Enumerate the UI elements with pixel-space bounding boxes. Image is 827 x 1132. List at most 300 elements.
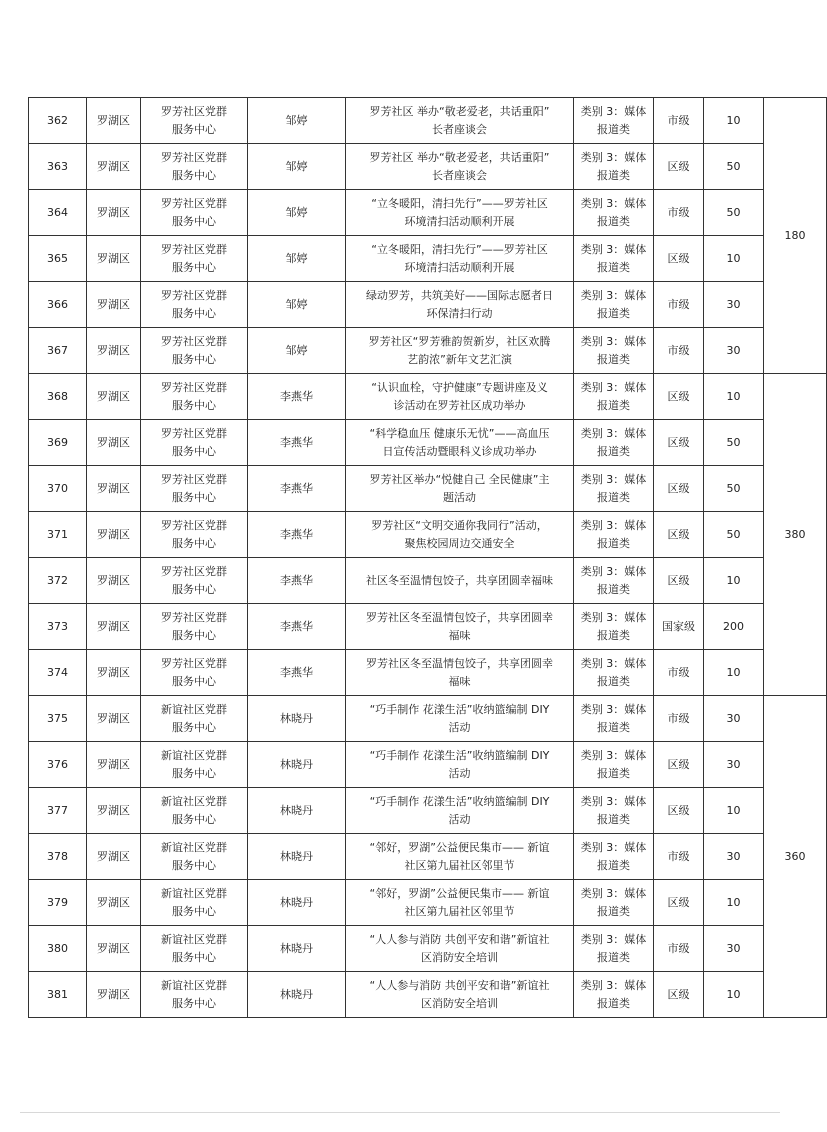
- level-cell: 区级: [654, 512, 704, 558]
- person-cell: 李燕华: [248, 420, 346, 466]
- organization-cell: [141, 880, 248, 926]
- district-cell: 罗湖区: [87, 926, 141, 972]
- level-cell: 区级: [654, 788, 704, 834]
- score-cell: 200: [704, 604, 764, 650]
- level-cell: 市级: [654, 650, 704, 696]
- row-number: 374: [29, 650, 87, 696]
- report-title-cell-line: 社区第九届社区邻里节: [404, 858, 515, 872]
- organization-cell-line: 罗芳社区党群: [161, 150, 227, 164]
- report-title-cell-line: 罗芳社区举办“悦健自己 全民健康”主: [369, 472, 550, 486]
- table-row: [29, 926, 827, 972]
- report-title-cell-line: 罗芳社区冬至温情包饺子，共享团圆幸: [366, 610, 553, 624]
- report-title-cell: [346, 466, 574, 512]
- organization-cell-line: 服务中心: [172, 122, 216, 136]
- report-title-cell: [346, 742, 574, 788]
- organization-cell-line: 新谊社区党群: [161, 978, 227, 992]
- category-cell: [574, 236, 654, 282]
- score-cell: 30: [704, 282, 764, 328]
- category-cell-line: 报道类: [597, 260, 630, 274]
- row-number: 373: [29, 604, 87, 650]
- score-cell: 10: [704, 558, 764, 604]
- table-row: [29, 98, 827, 144]
- organization-cell-line: 服务中心: [172, 490, 216, 504]
- report-title-cell-line: “人人参与消防 共创平安和谐”新谊社: [369, 978, 550, 992]
- category-cell: [574, 558, 654, 604]
- person-cell: 林晓丹: [248, 696, 346, 742]
- category-cell-line: 报道类: [597, 352, 630, 366]
- report-title-cell-line: 活动: [448, 766, 471, 780]
- category-cell: [574, 788, 654, 834]
- report-title-cell: [346, 512, 574, 558]
- category-cell-line: 报道类: [597, 766, 630, 780]
- table-row: [29, 972, 827, 1018]
- report-title-cell: [346, 788, 574, 834]
- person-cell: 邹婷: [248, 282, 346, 328]
- category-cell-line: 报道类: [597, 858, 630, 872]
- row-number: 378: [29, 834, 87, 880]
- person-cell: 邹婷: [248, 236, 346, 282]
- report-title-cell-line: “立冬暖阳，清扫先行”——罗芳社区: [371, 242, 548, 256]
- group-total-cell: 380: [764, 374, 827, 696]
- category-cell: [574, 834, 654, 880]
- organization-cell-line: 新谊社区党群: [161, 932, 227, 946]
- category-cell-line: 类别 3：媒体: [580, 104, 647, 118]
- table-row: [29, 604, 827, 650]
- level-cell: 区级: [654, 742, 704, 788]
- table-row: [29, 742, 827, 788]
- row-number: 368: [29, 374, 87, 420]
- level-cell: 区级: [654, 880, 704, 926]
- report-title-cell-line: “邻好，罗湖”公益便民集市—— 新谊: [369, 886, 550, 900]
- report-title-cell-line: 福味: [448, 674, 471, 688]
- organization-cell-line: 服务中心: [172, 950, 216, 964]
- row-number: 375: [29, 696, 87, 742]
- level-cell: 市级: [654, 834, 704, 880]
- level-cell: 市级: [654, 282, 704, 328]
- organization-cell-line: 服务中心: [172, 996, 216, 1010]
- category-cell-line: 报道类: [597, 214, 630, 228]
- report-title-cell-line: 长者座谈会: [432, 122, 487, 136]
- organization-cell-line: 罗芳社区党群: [161, 334, 227, 348]
- score-cell: 30: [704, 926, 764, 972]
- report-title-cell-line: 绿动罗芳，共筑美好——国际志愿者日: [366, 288, 553, 302]
- organization-cell: [141, 512, 248, 558]
- district-cell: 罗湖区: [87, 512, 141, 558]
- level-cell: 市级: [654, 98, 704, 144]
- report-title-cell-line: “人人参与消防 共创平安和谐”新谊社: [369, 932, 550, 946]
- category-cell: [574, 650, 654, 696]
- report-title-cell-line: 环境清扫活动顺利开展: [404, 214, 515, 228]
- report-title-cell-line: 福味: [448, 628, 471, 642]
- category-cell: [574, 98, 654, 144]
- score-cell: 10: [704, 972, 764, 1018]
- district-cell: 罗湖区: [87, 236, 141, 282]
- score-cell: 10: [704, 650, 764, 696]
- row-number: 376: [29, 742, 87, 788]
- table-row: [29, 650, 827, 696]
- category-cell-line: 类别 3：媒体: [580, 518, 647, 532]
- category-cell-line: 报道类: [597, 720, 630, 734]
- category-cell-line: 报道类: [597, 444, 630, 458]
- district-cell: 罗湖区: [87, 972, 141, 1018]
- organization-cell-line: 罗芳社区党群: [161, 242, 227, 256]
- report-title-cell-line: 环保清扫行动: [426, 306, 493, 320]
- score-cell: 30: [704, 834, 764, 880]
- district-cell: 罗湖区: [87, 144, 141, 190]
- district-cell: 罗湖区: [87, 788, 141, 834]
- organization-cell-line: 服务中心: [172, 858, 216, 872]
- report-title-cell-line: 活动: [448, 720, 471, 734]
- category-cell-line: 类别 3：媒体: [580, 564, 647, 578]
- report-title-cell-line: “邻好，罗湖”公益便民集市—— 新谊: [369, 840, 550, 854]
- report-title-cell-line: “巧手制作 花漾生活”收纳篮编制 DIY: [369, 748, 550, 762]
- table-row: [29, 190, 827, 236]
- row-number: 369: [29, 420, 87, 466]
- organization-cell-line: 新谊社区党群: [161, 840, 227, 854]
- organization-cell: [141, 190, 248, 236]
- organization-cell-line: 服务中心: [172, 628, 216, 642]
- level-cell: 区级: [654, 420, 704, 466]
- report-title-cell-line: 诊活动在罗芳社区成功举办: [393, 398, 526, 412]
- report-title-cell-line: 罗芳社区“罗芳雅韵贺新岁，社区欢腾: [368, 334, 551, 348]
- category-cell-line: 报道类: [597, 904, 630, 918]
- category-cell: [574, 144, 654, 190]
- score-cell: 30: [704, 328, 764, 374]
- score-cell: 30: [704, 696, 764, 742]
- district-cell: 罗湖区: [87, 190, 141, 236]
- report-title-cell-line: “认识血栓，守护健康”专题讲座及义: [371, 380, 548, 394]
- score-cell: 50: [704, 466, 764, 512]
- score-cell: 50: [704, 420, 764, 466]
- category-cell-line: 类别 3：媒体: [580, 610, 647, 624]
- level-cell: 区级: [654, 236, 704, 282]
- report-title-cell-line: “巧手制作 花漾生活”收纳篮编制 DIY: [369, 702, 550, 716]
- table-row: [29, 788, 827, 834]
- organization-cell: [141, 420, 248, 466]
- row-number: 364: [29, 190, 87, 236]
- organization-cell: [141, 98, 248, 144]
- report-title-cell-line: 社区冬至温情包饺子，共享团圆幸福味: [366, 573, 553, 587]
- organization-cell-line: 新谊社区党群: [161, 886, 227, 900]
- category-cell-line: 类别 3：媒体: [580, 242, 647, 256]
- category-cell-line: 类别 3：媒体: [580, 426, 647, 440]
- report-title-cell-line: 罗芳社区 举办“敬老爱老，共话重阳”: [369, 104, 550, 118]
- organization-cell-line: 新谊社区党群: [161, 794, 227, 808]
- district-cell: 罗湖区: [87, 558, 141, 604]
- level-cell: 区级: [654, 558, 704, 604]
- district-cell: 罗湖区: [87, 742, 141, 788]
- report-title-cell: [346, 834, 574, 880]
- category-cell-line: 报道类: [597, 674, 630, 688]
- category-cell: [574, 512, 654, 558]
- row-number: 370: [29, 466, 87, 512]
- level-cell: 市级: [654, 328, 704, 374]
- level-cell: 区级: [654, 374, 704, 420]
- organization-cell-line: 罗芳社区党群: [161, 196, 227, 210]
- person-cell: 李燕华: [248, 604, 346, 650]
- table-row: [29, 558, 827, 604]
- score-cell: 10: [704, 98, 764, 144]
- district-cell: 罗湖区: [87, 374, 141, 420]
- organization-cell-line: 服务中心: [172, 168, 216, 182]
- report-title-cell-line: 罗芳社区 举办“敬老爱老，共话重阳”: [369, 150, 550, 164]
- row-number: 362: [29, 98, 87, 144]
- table-row: [29, 466, 827, 512]
- report-title-cell-line: 区消防安全培训: [421, 950, 498, 964]
- organization-cell-line: 服务中心: [172, 352, 216, 366]
- table-row: [29, 374, 827, 420]
- level-cell: 区级: [654, 972, 704, 1018]
- report-title-cell: [346, 604, 574, 650]
- organization-cell-line: 罗芳社区党群: [161, 656, 227, 670]
- organization-cell-line: 服务中心: [172, 398, 216, 412]
- organization-cell: [141, 742, 248, 788]
- category-cell-line: 类别 3：媒体: [580, 656, 647, 670]
- person-cell: 林晓丹: [248, 742, 346, 788]
- row-number: 381: [29, 972, 87, 1018]
- records-table: [28, 97, 827, 1018]
- score-cell: 10: [704, 880, 764, 926]
- level-cell: 市级: [654, 926, 704, 972]
- organization-cell: [141, 604, 248, 650]
- report-title-cell-line: 日宣传活动暨眼科义诊成功举办: [382, 444, 537, 458]
- report-title-cell-line: “科学稳血压 健康乐无忧”——高血压: [369, 426, 550, 440]
- district-cell: 罗湖区: [87, 328, 141, 374]
- organization-cell: [141, 144, 248, 190]
- category-cell-line: 类别 3：媒体: [580, 702, 647, 716]
- person-cell: 李燕华: [248, 650, 346, 696]
- report-title-cell-line: 活动: [448, 812, 471, 826]
- person-cell: 林晓丹: [248, 788, 346, 834]
- group-total-cell: 180: [764, 98, 827, 374]
- report-title-cell-line: 题活动: [443, 490, 476, 504]
- organization-cell-line: 服务中心: [172, 214, 216, 228]
- organization-cell-line: 罗芳社区党群: [161, 104, 227, 118]
- category-cell: [574, 374, 654, 420]
- organization-cell: [141, 374, 248, 420]
- category-cell: [574, 742, 654, 788]
- records-table-body: [29, 98, 827, 1018]
- person-cell: 李燕华: [248, 512, 346, 558]
- table-row: [29, 512, 827, 558]
- table-row: [29, 328, 827, 374]
- category-cell-line: 类别 3：媒体: [580, 334, 647, 348]
- report-title-cell: [346, 972, 574, 1018]
- report-title-cell: [346, 374, 574, 420]
- level-cell: 区级: [654, 144, 704, 190]
- page-bottom-rule: [20, 1112, 780, 1113]
- district-cell: 罗湖区: [87, 466, 141, 512]
- category-cell-line: 报道类: [597, 398, 630, 412]
- organization-cell-line: 服务中心: [172, 444, 216, 458]
- organization-cell: [141, 788, 248, 834]
- organization-cell-line: 新谊社区党群: [161, 748, 227, 762]
- person-cell: 林晓丹: [248, 834, 346, 880]
- district-cell: 罗湖区: [87, 880, 141, 926]
- report-title-cell-line: 区消防安全培训: [421, 996, 498, 1010]
- report-title-cell: [346, 880, 574, 926]
- person-cell: 邹婷: [248, 190, 346, 236]
- district-cell: 罗湖区: [87, 604, 141, 650]
- organization-cell-line: 服务中心: [172, 766, 216, 780]
- category-cell-line: 类别 3：媒体: [580, 886, 647, 900]
- row-number: 366: [29, 282, 87, 328]
- report-title-cell-line: “立冬暖阳，清扫先行”——罗芳社区: [371, 196, 548, 210]
- category-cell-line: 报道类: [597, 628, 630, 642]
- report-title-cell-line: 长者座谈会: [432, 168, 487, 182]
- report-title-cell: [346, 696, 574, 742]
- category-cell: [574, 282, 654, 328]
- district-cell: 罗湖区: [87, 420, 141, 466]
- category-cell-line: 报道类: [597, 490, 630, 504]
- organization-cell-line: 服务中心: [172, 904, 216, 918]
- category-cell-line: 报道类: [597, 996, 630, 1010]
- category-cell-line: 报道类: [597, 582, 630, 596]
- score-cell: 50: [704, 512, 764, 558]
- organization-cell: [141, 328, 248, 374]
- category-cell-line: 报道类: [597, 122, 630, 136]
- organization-cell: [141, 972, 248, 1018]
- category-cell-line: 类别 3：媒体: [580, 932, 647, 946]
- report-title-cell: [346, 282, 574, 328]
- category-cell-line: 类别 3：媒体: [580, 380, 647, 394]
- organization-cell: [141, 696, 248, 742]
- table-row: [29, 282, 827, 328]
- organization-cell-line: 新谊社区党群: [161, 702, 227, 716]
- score-cell: 10: [704, 374, 764, 420]
- row-number: 365: [29, 236, 87, 282]
- report-title-cell-line: 罗芳社区“文明交通你我同行”活动，: [371, 518, 548, 532]
- category-cell-line: 类别 3：媒体: [580, 794, 647, 808]
- district-cell: 罗湖区: [87, 696, 141, 742]
- organization-cell: [141, 650, 248, 696]
- category-cell-line: 类别 3：媒体: [580, 196, 647, 210]
- group-total-cell: 360: [764, 696, 827, 1018]
- row-number: 363: [29, 144, 87, 190]
- person-cell: 林晓丹: [248, 880, 346, 926]
- category-cell-line: 类别 3：媒体: [580, 978, 647, 992]
- category-cell: [574, 972, 654, 1018]
- score-cell: 50: [704, 144, 764, 190]
- category-cell-line: 类别 3：媒体: [580, 840, 647, 854]
- category-cell: [574, 190, 654, 236]
- row-number: 380: [29, 926, 87, 972]
- report-title-cell: [346, 190, 574, 236]
- report-title-cell-line: “巧手制作 花漾生活”收纳篮编制 DIY: [369, 794, 550, 808]
- report-title-cell: [346, 328, 574, 374]
- category-cell: [574, 466, 654, 512]
- score-cell: 10: [704, 788, 764, 834]
- score-cell: 30: [704, 742, 764, 788]
- category-cell-line: 报道类: [597, 812, 630, 826]
- category-cell-line: 报道类: [597, 950, 630, 964]
- district-cell: 罗湖区: [87, 98, 141, 144]
- level-cell: 市级: [654, 696, 704, 742]
- row-number: 371: [29, 512, 87, 558]
- person-cell: 邹婷: [248, 328, 346, 374]
- category-cell: [574, 420, 654, 466]
- organization-cell-line: 罗芳社区党群: [161, 472, 227, 486]
- report-title-cell: [346, 650, 574, 696]
- person-cell: 李燕华: [248, 558, 346, 604]
- row-number: 372: [29, 558, 87, 604]
- table-row: [29, 420, 827, 466]
- report-title-cell-line: 艺韵浓”新年文艺汇演: [407, 352, 512, 366]
- district-cell: 罗湖区: [87, 282, 141, 328]
- organization-cell-line: 罗芳社区党群: [161, 610, 227, 624]
- organization-cell-line: 罗芳社区党群: [161, 288, 227, 302]
- row-number: 379: [29, 880, 87, 926]
- report-title-cell-line: 环境清扫活动顺利开展: [404, 260, 515, 274]
- category-cell-line: 类别 3：媒体: [580, 748, 647, 762]
- person-cell: 林晓丹: [248, 972, 346, 1018]
- table-row: [29, 236, 827, 282]
- category-cell-line: 类别 3：媒体: [580, 472, 647, 486]
- category-cell-line: 报道类: [597, 536, 630, 550]
- category-cell-line: 类别 3：媒体: [580, 150, 647, 164]
- report-title-cell: [346, 144, 574, 190]
- organization-cell-line: 服务中心: [172, 260, 216, 274]
- category-cell: [574, 696, 654, 742]
- report-title-cell: [346, 98, 574, 144]
- level-cell: 区级: [654, 466, 704, 512]
- organization-cell: [141, 236, 248, 282]
- row-number: 377: [29, 788, 87, 834]
- category-cell: [574, 328, 654, 374]
- table-row: [29, 696, 827, 742]
- report-title-cell: [346, 558, 574, 604]
- table-row: [29, 144, 827, 190]
- organization-cell-line: 罗芳社区党群: [161, 380, 227, 394]
- person-cell: 邹婷: [248, 144, 346, 190]
- report-title-cell: [346, 236, 574, 282]
- report-title-cell-line: 聚焦校园周边交通安全: [404, 536, 515, 550]
- row-number: 367: [29, 328, 87, 374]
- category-cell-line: 类别 3：媒体: [580, 288, 647, 302]
- person-cell: 林晓丹: [248, 926, 346, 972]
- table-row: [29, 880, 827, 926]
- person-cell: 李燕华: [248, 374, 346, 420]
- level-cell: 国家级: [654, 604, 704, 650]
- organization-cell-line: 服务中心: [172, 536, 216, 550]
- category-cell: [574, 880, 654, 926]
- organization-cell-line: 罗芳社区党群: [161, 426, 227, 440]
- report-title-cell-line: 罗芳社区冬至温情包饺子，共享团圆幸: [366, 656, 553, 670]
- district-cell: 罗湖区: [87, 834, 141, 880]
- organization-cell-line: 服务中心: [172, 812, 216, 826]
- organization-cell-line: 罗芳社区党群: [161, 564, 227, 578]
- table-row: [29, 834, 827, 880]
- report-title-cell-line: 社区第九届社区邻里节: [404, 904, 515, 918]
- score-cell: 10: [704, 236, 764, 282]
- organization-cell: [141, 466, 248, 512]
- organization-cell: [141, 282, 248, 328]
- category-cell-line: 报道类: [597, 168, 630, 182]
- organization-cell-line: 罗芳社区党群: [161, 518, 227, 532]
- report-title-cell: [346, 926, 574, 972]
- organization-cell: [141, 926, 248, 972]
- organization-cell: [141, 558, 248, 604]
- organization-cell-line: 服务中心: [172, 674, 216, 688]
- report-title-cell: [346, 420, 574, 466]
- level-cell: 市级: [654, 190, 704, 236]
- person-cell: 李燕华: [248, 466, 346, 512]
- district-cell: 罗湖区: [87, 650, 141, 696]
- organization-cell: [141, 834, 248, 880]
- organization-cell-line: 服务中心: [172, 306, 216, 320]
- category-cell-line: 报道类: [597, 306, 630, 320]
- category-cell: [574, 604, 654, 650]
